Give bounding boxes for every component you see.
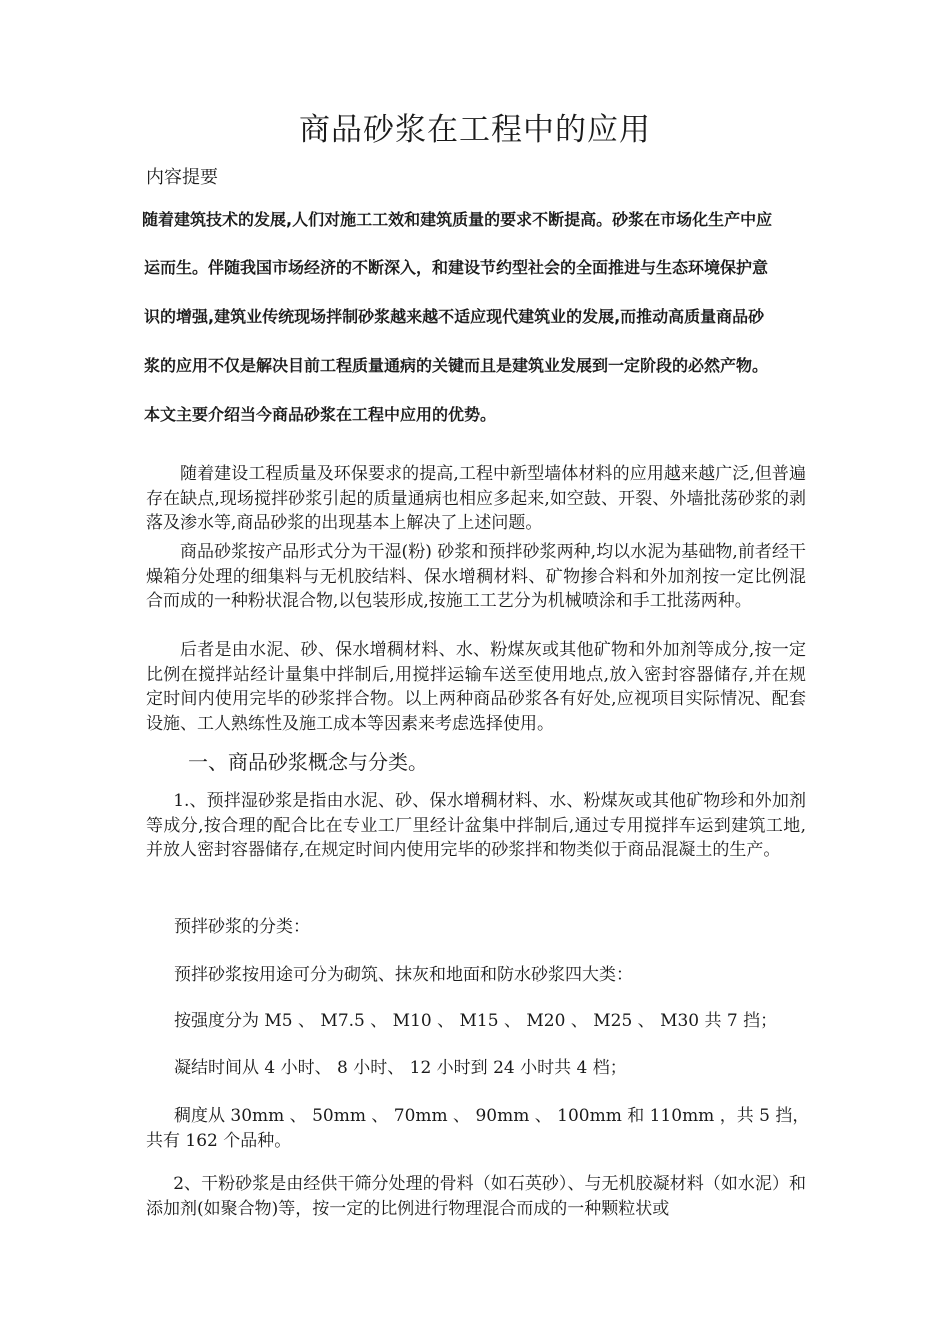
classification-line: 共有 162 个品种。 [146, 1131, 292, 1151]
classification-line: 凝结时间从 4 小时、 8 小时、 12 小时到 24 小时共 4 档； [174, 1058, 627, 1078]
abstract-line: 随着建筑技术的发展,人们对施工工效和建筑质量的要求不断提高。砂浆在市场化生产中应 [142, 210, 773, 229]
abstract-line: 浆的应用不仅是解决目前工程质量通病的关键而且是建筑业发展到一定阶段的必然产物。 [144, 356, 769, 375]
abstract-line: 运而生。伴随我国市场经济的不断深入，和建设节约型社会的全面推进与生态环境保护意 [144, 258, 769, 277]
classification-line: 稠度从 30mm 、 50mm 、 70mm 、 90mm 、 100mm 和 110mm ，共 5 挡， [174, 1106, 810, 1126]
abstract-label: 内容提要 [146, 167, 218, 188]
item-paragraph: 2、干粉砂浆是由经供干筛分处理的骨料（如石英砂）、与无机胶凝材料（如水泥）和添加剂(如聚合物)等，按一定的比例进行物理混合而成的一种颗粒状或 [146, 1174, 806, 1219]
abstract-line: 识的增强,建筑业传统现场拌制砂浆越来越不适应现代建筑业的发展,而推动高质量商品砂 [144, 307, 765, 326]
body-paragraph: 随着建设工程质量及环保要求的提高,工程中新型墙体材料的应用越来越广泛,但普遍存在缺点,现场搅拌砂浆引起的质量通病也相应多起来,如空鼓、开裂、外墙批荡砂浆的剥落及渗水等,商品砂浆的出现基本上解决了上述问题。 [146, 464, 806, 533]
classification-title: 预拌砂浆的分类： [174, 917, 310, 937]
section-heading: 一、商品砂浆概念与分类。 [188, 750, 428, 774]
classification-line: 预拌砂浆按用途可分为砌筑、抹灰和地面和防水砂浆四大类： [174, 965, 633, 985]
body-paragraph: 商品砂浆按产品形式分为干湿(粉) 砂浆和预拌砂浆两种,均以水泥为基础物,前者经干燥箱分处理的细集料与无机胶结料、保水增稠材料、矿物掺合料和外加剂按一定比例混合而成的一种粉状混合物,以包装形成,按施工工艺分为机械喷涂和手工批荡两种。 [146, 542, 806, 611]
document-title: 商品砂浆在工程中的应用 [299, 112, 651, 148]
abstract-line: 本文主要介绍当今商品砂浆在工程中应用的优势。 [144, 405, 497, 424]
body-paragraph: 后者是由水泥、砂、保水增稠材料、水、粉煤灰或其他矿物和外加剂等成分,按一定比例在搅拌站经计量集中拌制后,用搅拌运输车送至使用地点,放入密封容器储存,并在规定时间内使用完毕的砂浆拌合物。以上两种商品砂浆各有好处,应视项目实际情况、配套设施、工人熟练性及施工成本等因素来考虑选择使用。 [146, 640, 806, 734]
item-paragraph: 1.、预拌湿砂浆是指由水泥、砂、保水增稠材料、水、粉煤灰或其他矿物珍和外加剂等成分,按合理的配合比在专业工厂里经计盆集中拌制后,通过专用搅拌车运到建筑工地,并放人密封容器储存,在规定时间内使用完毕的砂浆拌和物类似于商品混凝土的生产。 [146, 791, 806, 860]
classification-line: 按强度分为 M5 、 M7.5 、 M10 、 M15 、 M20 、 M25 、 M30 共 7 挡； [174, 1011, 778, 1031]
